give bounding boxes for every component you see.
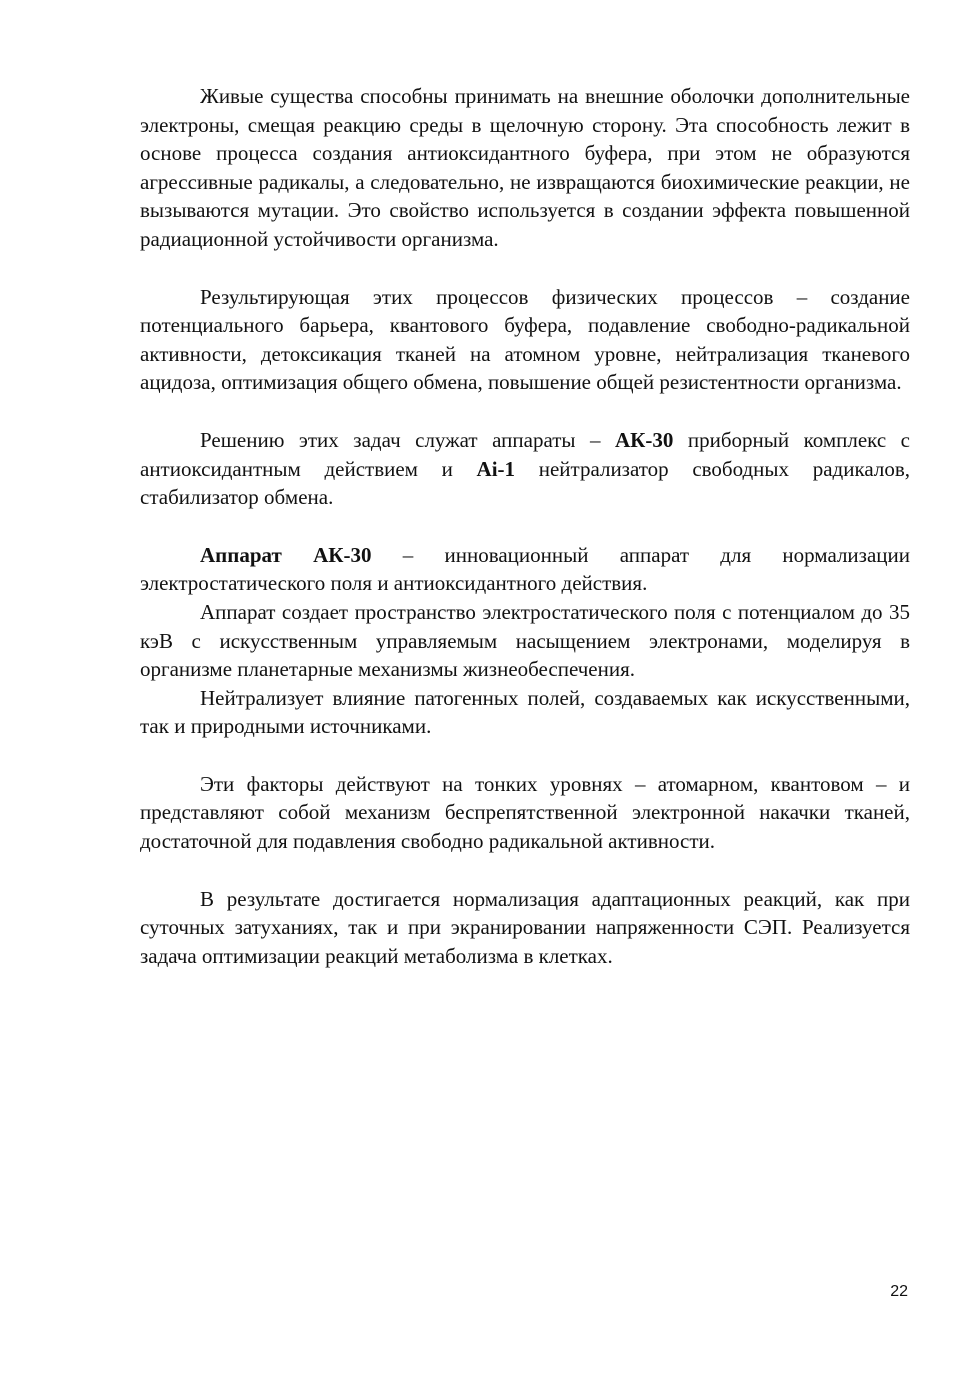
paragraph-6: Нейтрализует влияние патогенных полей, создаваемых как искусственными, так и природными источниками.: [140, 685, 910, 739]
paragraph-2: Результирующая этих процессов физических процессов – создание потенциального барьера, квантового буфера, подавление свободно-радикальной активности, детоксикация тканей на атомном уровне, нейтрализация тканевого ацидоза, оптимизация общего обмена, повышение общей резистентности организма.: [140, 284, 910, 395]
paragraph-8: В результате достигается нормализация адаптационных реакций, как при суточных затуханиях, так и при экранировании напряженности СЭП. Реализуется задача оптимизации реакций метаболизма в клетках.: [140, 886, 910, 968]
paragraph-3-text-1: Решению этих задач служат аппараты –: [200, 427, 615, 452]
paragraph-4-text: – инновационный аппарат для нормализации электростатического поля и антиоксидантного действия.: [140, 542, 910, 596]
paragraph-4: [140, 541, 910, 598]
document-body: [140, 82, 910, 970]
paragraph-1: Живые существа способны принимать на внешние оболочки дополнительные электроны, смещая реакцию среды в щелочную сторону. Эта способность лежит в основе процесса создания антиоксидантного буфера, при этом не образуются агрессивные радикалы, а следовательно, не извращаются биохимические реакции, не вызываются мутации. Это свойство используется в создании эффекта повышенной радиационной устойчивости организма.: [140, 84, 910, 251]
device-name-ak30: АК-30: [615, 427, 674, 452]
paragraph-3-text-2: приборный комплекс с антиоксидантным действием и: [140, 427, 910, 481]
paragraph-3: [140, 426, 910, 512]
paragraph-3-text-3: нейтрализатор свободных радикалов, стабилизатор обмена.: [140, 456, 910, 510]
page-number: 22: [890, 1283, 908, 1300]
paragraph-7: Эти факторы действуют на тонких уровнях – атомарном, квантовом – и представляют собой механизм беспрепятственной электронной накачки тканей, достаточной для подавления свободно радикальной активности.: [140, 771, 910, 854]
device-name-ai1: Ai-1: [476, 456, 516, 481]
device-heading-ak30: Аппарат АК-30: [200, 542, 372, 567]
paragraph-5: Аппарат создает пространство электростатического поля с потенциалом до 35 кэВ с искусственным управляемым насыщением электронами, моделируя в организме планетарные механизмы жизнеобеспечения.: [140, 599, 910, 682]
